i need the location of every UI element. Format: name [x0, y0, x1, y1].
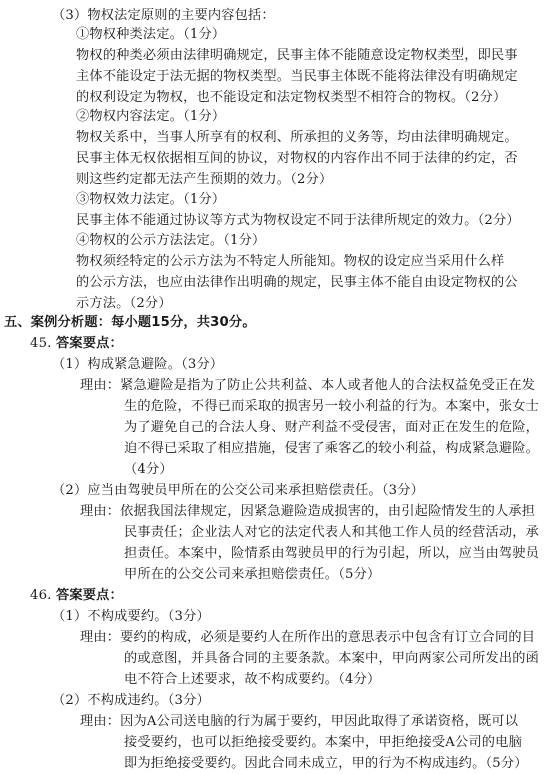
q45-p2-line: 担责任。本案中，险情系由驾驶员甲的行为引起，所以，应当由驾驶员 — [124, 546, 540, 561]
principles-heading: （3）物权法定原则的主要内容包括： — [52, 8, 275, 23]
item2-title: ②物权内容法定。（1分） — [76, 109, 226, 124]
q46-p1-line: 电不符合上述要求，故不构成要约。（4分） — [124, 672, 381, 687]
item3-line: 民事主体不能通过协议等方式为物权设定不同于法律所规定的效力。（2分） — [76, 213, 520, 228]
q46-p1-title: （1）不构成要约。（3分） — [52, 609, 210, 624]
q45-p1-line: 为了避免自己的合法人身、财产利益不受侵害，面对正在发生的危险， — [124, 420, 540, 435]
q45-number: 45. — [30, 336, 52, 351]
q45-header — [30, 334, 123, 354]
item4-line: 物权须经特定的公示方法为不特定人所能知。物权的设定应当采用什么样 — [76, 254, 505, 269]
q45-p2-line: 民事责任；企业法人对它的法定代表人和其他工作人员的经营活动，承 — [124, 525, 540, 540]
section-five-title: 五、案例分析题：每小题15分，共30分。 — [4, 315, 256, 330]
q45-p2-title: （2）应当由驾驶员甲所在的公交公司来承担赔偿责任。（3分） — [52, 483, 425, 498]
item2-line: 则这些约定都无法产生预期的效力。（2分） — [76, 172, 333, 187]
q46-header — [30, 586, 123, 606]
item2-line: 民事主体无权依据相互间的协议，对物权的内容作出不同于法律的约定，否 — [76, 151, 518, 166]
q45-p1-line: 理由：紧急避险是指为了防止公共利益、本人或者他人的合法权益免受正在发 — [80, 378, 536, 393]
item1-line: 主体不能设定于法无据的物权类型。当民事主体既不能将法律没有明确规定 — [76, 69, 518, 84]
item1-line: 的权利设定为物权，也不能设定和法定物权类型不相符合的物权。（2分） — [76, 90, 507, 105]
q46-number: 46. — [30, 588, 52, 603]
item1-title: ①物权种类法定。（1分） — [76, 27, 226, 42]
item3-title: ③物权效力法定。（1分） — [76, 192, 226, 207]
q46-p2-line: 即为拒绝接受要约。因此合同未成立，甲的行为不构成违约。（5分） — [124, 756, 528, 771]
q45-answer-label: 答案要点： — [55, 336, 123, 351]
q46-answer-label: 答案要点： — [55, 588, 123, 603]
q46-p1-line: 的或意图，并具备合同的主要条款。本案中，甲向两家公司所发出的函 — [124, 651, 540, 666]
q46-p2-title: （2）不构成违约。（3分） — [52, 693, 210, 708]
item1-line: 物权的种类必须由法律明确规定，民事主体不能随意设定物权类型，即民事 — [76, 48, 518, 63]
q46-p2-line: 理由：因为A公司送电脑的行为属于要约，甲因此取得了承诺资格，既可以 — [80, 714, 519, 729]
q46-p1-line: 理由：要约的构成，必须是要约人在所作出的意思表示中包含有订立合同的目 — [80, 630, 536, 645]
q45-p1-title: （1）构成紧急避险。（3分） — [52, 357, 224, 372]
item4-title: ④物权的公示方法法定。（1分） — [76, 233, 266, 248]
q45-p1-line: 生的危险，不得已而采取的损害另一较小利益的行为。本案中，张女士 — [124, 399, 540, 414]
item4-line: 示方法。（2分） — [76, 296, 172, 311]
q46-p2-line: 接受要约，也可以拒绝接受要约。本案中，甲拒绝接受A公司的电脑 — [124, 735, 522, 750]
q45-p2-line: 理由：依据我国法律规定，因紧急避险造成损害的，由引起险情发生的人承担 — [80, 504, 536, 519]
q45-p1-line: （4分） — [124, 462, 173, 477]
q45-p1-line: 迫不得已采取了相应措施，侵害了乘客乙的较小利益，构成紧急避险。 — [124, 441, 540, 456]
q45-p2-line: 甲所在的公交公司来承担赔偿责任。（5分） — [124, 567, 381, 582]
item2-line: 物权关系中，当事人所享有的权利、所承担的义务等，均由法律明确规定。 — [76, 130, 518, 145]
item4-line: 的公示方法，也应由法律作出明确的规定，民事主体不能自由设定物权的公 — [76, 275, 518, 290]
